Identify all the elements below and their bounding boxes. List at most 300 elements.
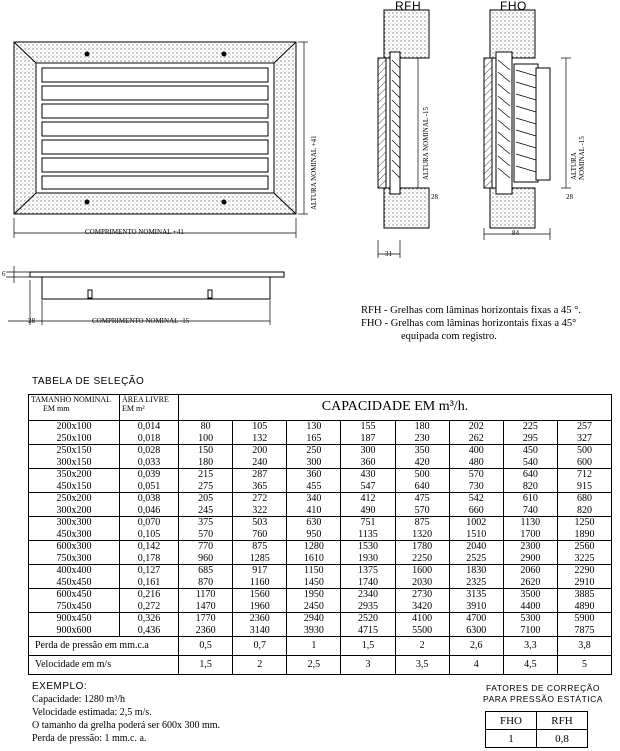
- capacity-value: 1285: [249, 552, 270, 564]
- velocidade-value: 2: [233, 656, 287, 675]
- capacity-value: 1150: [303, 565, 324, 576]
- exemplo-title: EXEMPLO:: [32, 681, 88, 692]
- capacity-cell: [395, 589, 449, 613]
- capacity-value: 4890: [574, 600, 595, 612]
- area-cell: [120, 421, 179, 445]
- table-cell: 450x300: [56, 528, 92, 540]
- capacity-value: 225: [522, 421, 538, 432]
- table-cell: 900x600: [56, 624, 92, 636]
- area-cell: [120, 565, 179, 589]
- capacity-value: 360: [306, 469, 322, 480]
- velocidade-value: 4: [449, 656, 503, 675]
- capacity-cell: [395, 517, 449, 541]
- table-cell: 0,127: [137, 565, 161, 576]
- area-cell: [120, 589, 179, 613]
- table-cell: 0,038: [137, 493, 161, 504]
- table-cell: 0,014: [137, 421, 161, 432]
- capacity-value: 685: [198, 565, 214, 576]
- capacity-value: 1700: [520, 528, 541, 540]
- capacity-value: 2560: [574, 541, 595, 552]
- capacity-cell: [449, 589, 503, 613]
- capacity-value: 610: [522, 493, 538, 504]
- table-row: [29, 589, 612, 613]
- capacity-value: 3420: [412, 600, 433, 612]
- selection-table: [28, 394, 612, 675]
- capacity-value: 2935: [357, 600, 378, 612]
- size-cell: [29, 589, 120, 613]
- capacity-value: 165: [306, 432, 322, 444]
- capacity-value: 950: [306, 528, 322, 540]
- velocidade-value: 3,5: [395, 656, 449, 675]
- table-cell: 400x400: [56, 565, 92, 576]
- fatores-col-fho: FHO: [486, 712, 537, 730]
- capacity-value: 2730: [412, 589, 433, 600]
- capacity-value: 1170: [195, 589, 216, 600]
- capacity-cell: [179, 421, 233, 445]
- capacity-cell: [503, 541, 557, 565]
- capacity-value: 455: [306, 480, 322, 492]
- area-cell: [120, 469, 179, 493]
- capacity-value: 187: [360, 432, 376, 444]
- capacity-value: 3135: [466, 589, 487, 600]
- velocidade-value: 5: [557, 656, 611, 675]
- capacity-value: 875: [414, 517, 430, 528]
- capacity-cell: [449, 421, 503, 445]
- table-cell: 350x200: [56, 469, 92, 480]
- dim-28-rfh: 28: [431, 193, 438, 201]
- capacity-value: 430: [360, 469, 376, 480]
- capacity-value: 1320: [412, 528, 433, 540]
- capacity-value: 4100: [412, 613, 433, 624]
- capacity-value: 240: [252, 456, 268, 468]
- capacity-value: 640: [414, 480, 430, 492]
- capacity-cell: [503, 613, 557, 637]
- table-cell: 450x450: [56, 576, 92, 588]
- table-cell: 0,178: [137, 552, 161, 564]
- exemplo-line: Perda de pressão: 1 mm.c. a.: [32, 733, 147, 744]
- table-cell: 0,161: [137, 576, 161, 588]
- capacity-cell: [557, 421, 611, 445]
- capacity-value: 300: [306, 456, 322, 468]
- capacity-value: 180: [414, 421, 430, 432]
- capacity-value: 2060: [520, 565, 541, 576]
- capacity-cell: [557, 541, 611, 565]
- perda-value: 1,5: [341, 637, 395, 656]
- fatores-title: [478, 683, 608, 705]
- table-cell: 250x200: [56, 493, 92, 504]
- table-row: [29, 469, 612, 493]
- capacity-value: 3910: [466, 600, 487, 612]
- table-title: TABELA DE SELEÇÃO: [32, 376, 145, 387]
- capacity-value: 272: [252, 493, 268, 504]
- table-row: [29, 421, 612, 445]
- area-cell: [120, 493, 179, 517]
- capacity-cell: [395, 565, 449, 589]
- capacity-cell: [179, 445, 233, 469]
- size-cell: [29, 613, 120, 637]
- capacity-cell: [233, 421, 287, 445]
- capacity-cell: [341, 493, 395, 517]
- capacity-cell: [287, 421, 341, 445]
- table-row: [29, 565, 612, 589]
- exemplo-line: O tamanho da grelha poderá ser 600x 300 mm.: [32, 720, 221, 731]
- capacity-cell: [557, 469, 611, 493]
- capacity-value: 542: [468, 493, 484, 504]
- table-cell: 0,142: [137, 541, 161, 552]
- dim-31: 31: [385, 250, 392, 258]
- capacity-cell: [179, 565, 233, 589]
- capacity-cell: [449, 613, 503, 637]
- capacity-value: 6300: [466, 624, 487, 636]
- table-cell: 300x200: [56, 504, 92, 516]
- area-cell: [120, 613, 179, 637]
- perda-value: 2,6: [449, 637, 503, 656]
- capacity-value: 1610: [303, 552, 324, 564]
- capacity-cell: [233, 445, 287, 469]
- table-row: [29, 493, 612, 517]
- capacity-value: 4400: [520, 600, 541, 612]
- capacity-cell: [233, 493, 287, 517]
- fatores-title-2: PARA PRESSÃO ESTÁTICA: [483, 694, 603, 704]
- table-row: [29, 613, 612, 637]
- capacity-value: 2520: [357, 613, 378, 624]
- table-cell: 250x150: [56, 445, 92, 456]
- capacity-value: 450: [522, 445, 538, 456]
- table-row: [29, 445, 612, 469]
- table-cell: 0,046: [137, 504, 161, 516]
- table-body: [29, 421, 612, 637]
- dim-altura-fho: ALTURA NOMINAL -15: [570, 136, 586, 180]
- fatores-title-1: FATORES DE CORREÇÃO: [485, 683, 601, 693]
- capacity-cell: [233, 469, 287, 493]
- dim-28-bottom: 28: [28, 317, 35, 325]
- capacity-value: 105: [252, 421, 268, 432]
- table-cell: 0,039: [137, 469, 161, 480]
- size-cell: [29, 421, 120, 445]
- capacity-value: 600: [576, 456, 592, 468]
- capacity-value: 1780: [412, 541, 433, 552]
- capacity-cell: [503, 421, 557, 445]
- table-cell: 450x150: [56, 480, 92, 492]
- capacity-value: 1890: [574, 528, 595, 540]
- velocidade-row: [29, 656, 612, 675]
- capacity-cell: [341, 613, 395, 637]
- perda-label: Perda de pressão em mm.c.a: [29, 637, 179, 656]
- velocidade-value: 1,5: [179, 656, 233, 675]
- capacity-cell: [449, 565, 503, 589]
- capacity-cell: [341, 517, 395, 541]
- capacity-value: 640: [522, 469, 538, 480]
- table-cell: 0,018: [137, 432, 161, 444]
- col-area-unit: EM m²: [122, 404, 145, 413]
- capacity-cell: [341, 565, 395, 589]
- capacity-value: 2940: [303, 613, 324, 624]
- capacity-value: 570: [468, 469, 484, 480]
- capacity-value: 751: [360, 517, 376, 528]
- capacity-value: 1830: [466, 565, 487, 576]
- capacity-value: 875: [252, 541, 268, 552]
- capacity-value: 155: [360, 421, 376, 432]
- velocidade-value: 3: [341, 656, 395, 675]
- capacity-value: 245: [198, 504, 214, 516]
- capacity-cell: [287, 517, 341, 541]
- grille-front-view: [14, 42, 308, 238]
- capacity-cell: [557, 445, 611, 469]
- capacity-value: 132: [252, 432, 268, 444]
- capacity-value: 400: [468, 445, 484, 456]
- capacity-value: 475: [414, 493, 430, 504]
- capacity-cell: [395, 445, 449, 469]
- capacity-cell: [287, 445, 341, 469]
- capacity-cell: [557, 589, 611, 613]
- capacity-value: 1160: [249, 576, 270, 588]
- capacity-cell: [449, 469, 503, 493]
- capacity-value: 1560: [249, 589, 270, 600]
- capacidade-header: CAPACIDADE EM m³/h.: [179, 395, 612, 421]
- exemplo-line: Capacidade: 1280 m³/h: [32, 694, 125, 705]
- capacity-value: 820: [576, 504, 592, 516]
- capacity-value: 1280: [303, 541, 324, 552]
- area-cell: [120, 541, 179, 565]
- capacity-value: 917: [252, 565, 268, 576]
- capacity-cell: [341, 541, 395, 565]
- capacity-value: 7875: [574, 624, 595, 636]
- table-cell: 0,272: [137, 600, 161, 612]
- table-cell: 300x150: [56, 456, 92, 468]
- capacity-cell: [503, 589, 557, 613]
- capacity-value: 5500: [412, 624, 433, 636]
- capacity-value: 360: [360, 456, 376, 468]
- capacity-value: 420: [414, 456, 430, 468]
- capacity-value: 2900: [520, 552, 541, 564]
- capacity-value: 740: [522, 504, 538, 516]
- capacity-value: 770: [198, 541, 214, 552]
- capacity-cell: [557, 565, 611, 589]
- capacity-value: 205: [198, 493, 214, 504]
- table-cell: 0,070: [137, 517, 161, 528]
- capacity-value: 250: [306, 445, 322, 456]
- fatores-val-fho: 1: [486, 730, 537, 748]
- area-cell: [120, 517, 179, 541]
- dim-comprimento-top: COMPRIMENTO NOMINAL +41: [85, 228, 184, 236]
- capacity-cell: [503, 445, 557, 469]
- capacity-cell: [179, 589, 233, 613]
- capacity-value: 2040: [466, 541, 487, 552]
- capacity-value: 2910: [574, 576, 595, 588]
- table-cell: 0,216: [137, 589, 161, 600]
- capacity-value: 230: [414, 432, 430, 444]
- capacity-cell: [503, 517, 557, 541]
- capacity-value: 1960: [249, 600, 270, 612]
- capacity-cell: [233, 589, 287, 613]
- capacity-value: 540: [522, 456, 538, 468]
- perda-value: 3,3: [503, 637, 557, 656]
- capacity-cell: [449, 517, 503, 541]
- table-cell: 750x300: [56, 552, 92, 564]
- capacity-value: 7100: [520, 624, 541, 636]
- table-row: [29, 517, 612, 541]
- area-cell: [120, 445, 179, 469]
- capacity-value: 680: [576, 493, 592, 504]
- table-row: [29, 541, 612, 565]
- capacity-value: 1950: [303, 589, 324, 600]
- capacity-value: 2525: [466, 552, 487, 564]
- capacity-value: 130: [306, 421, 322, 432]
- legend-fho: FHO - Grelhas com lâminas horizontais fixas a 45°: [361, 318, 577, 329]
- capacity-cell: [233, 565, 287, 589]
- capacity-cell: [395, 541, 449, 565]
- capacity-value: 1450: [303, 576, 324, 588]
- size-cell: [29, 517, 120, 541]
- capacity-cell: [449, 445, 503, 469]
- table-cell: 300x300: [56, 517, 92, 528]
- capacity-cell: [449, 541, 503, 565]
- capacity-cell: [179, 613, 233, 637]
- capacity-value: 5300: [520, 613, 541, 624]
- capacity-cell: [287, 493, 341, 517]
- legend-rfh: RFH - Grelhas com lâminas horizontais fixas a 45 °.: [361, 305, 581, 316]
- col-tamanho-header: [29, 395, 120, 421]
- size-cell: [29, 445, 120, 469]
- legend: [361, 304, 619, 343]
- capacity-cell: [557, 517, 611, 541]
- capacity-value: 2030: [412, 576, 433, 588]
- capacity-value: 375: [198, 517, 214, 528]
- table-cell: 600x300: [56, 541, 92, 552]
- capacity-value: 730: [468, 480, 484, 492]
- capacity-value: 275: [198, 480, 214, 492]
- dim-6: 6: [2, 270, 6, 278]
- capacity-value: 3225: [574, 552, 595, 564]
- capacity-value: 630: [306, 517, 322, 528]
- table-cell: 0,051: [137, 480, 161, 492]
- capacity-value: 760: [252, 528, 268, 540]
- fatores-table: [485, 711, 588, 748]
- capacity-value: 500: [576, 445, 592, 456]
- capacity-cell: [341, 589, 395, 613]
- capacity-cell: [503, 469, 557, 493]
- table-cell: 600x450: [56, 589, 92, 600]
- capacity-value: 1375: [357, 565, 378, 576]
- table-cell: 900x450: [56, 613, 92, 624]
- capacity-cell: [395, 421, 449, 445]
- capacity-cell: [557, 493, 611, 517]
- capacity-cell: [395, 469, 449, 493]
- capacity-value: 490: [360, 504, 376, 516]
- capacity-cell: [449, 493, 503, 517]
- table-cell: 0,105: [137, 528, 161, 540]
- capacity-cell: [341, 469, 395, 493]
- table-header-row: [29, 395, 612, 421]
- table-cell: 250x100: [56, 432, 92, 444]
- capacity-value: 1510: [466, 528, 487, 540]
- capacity-value: 1250: [574, 517, 595, 528]
- size-cell: [29, 493, 120, 517]
- capacity-value: 327: [576, 432, 592, 444]
- capacity-value: 503: [252, 517, 268, 528]
- capacity-value: 180: [198, 456, 214, 468]
- perda-value: 1: [287, 637, 341, 656]
- capacity-value: 712: [576, 469, 592, 480]
- capacity-value: 365: [252, 480, 268, 492]
- capacity-value: 2340: [357, 589, 378, 600]
- capacity-value: 915: [576, 480, 592, 492]
- capacity-cell: [503, 565, 557, 589]
- capacity-value: 3140: [249, 624, 270, 636]
- capacity-value: 1135: [358, 528, 378, 540]
- dim-84: 84: [512, 229, 519, 237]
- capacity-value: 2360: [249, 613, 270, 624]
- capacity-value: 1770: [195, 613, 216, 624]
- capacity-value: 1930: [357, 552, 378, 564]
- capacity-value: 80: [200, 421, 211, 432]
- capacity-cell: [233, 517, 287, 541]
- capacity-value: 1740: [357, 576, 378, 588]
- capacity-value: 870: [198, 576, 214, 588]
- fatores-col-rfh: RFH: [537, 712, 588, 730]
- capacity-value: 1002: [466, 517, 487, 528]
- fho-label: FHO: [500, 0, 527, 13]
- col-tamanho-unit: EM mm: [43, 404, 70, 413]
- capacity-value: 410: [306, 504, 322, 516]
- capacity-value: 3885: [574, 589, 595, 600]
- rfh-label: RFH: [395, 0, 422, 13]
- capacity-value: 1130: [520, 517, 541, 528]
- perda-value: 2: [395, 637, 449, 656]
- capacity-value: 2620: [520, 576, 541, 588]
- capacity-value: 4700: [466, 613, 487, 624]
- capacity-value: 262: [468, 432, 484, 444]
- capacity-value: 100: [198, 432, 214, 444]
- capacity-value: 150: [198, 445, 214, 456]
- capacity-value: 570: [198, 528, 214, 540]
- table-cell: 0,326: [137, 613, 161, 624]
- fho-section-view: [484, 10, 571, 240]
- capacity-value: 200: [252, 445, 268, 456]
- capacity-cell: [233, 613, 287, 637]
- capacity-value: 480: [468, 456, 484, 468]
- size-cell: [29, 565, 120, 589]
- capacity-value: 547: [360, 480, 376, 492]
- capacity-cell: [179, 541, 233, 565]
- col-tamanho-title: TAMANHO NOMINAL: [31, 395, 112, 404]
- capacity-value: 2450: [303, 600, 324, 612]
- capacity-cell: [233, 541, 287, 565]
- capacity-value: 1600: [412, 565, 433, 576]
- table-cell: 0,028: [137, 445, 161, 456]
- capacity-cell: [179, 517, 233, 541]
- capacity-value: 500: [414, 469, 430, 480]
- dim-altura-rfh: ALTURA NOMINAL -15: [422, 107, 430, 180]
- perda-value: 0,5: [179, 637, 233, 656]
- capacity-cell: [179, 469, 233, 493]
- col-area-title: ÁREA LIVRE: [122, 395, 169, 404]
- velocidade-value: 4,5: [503, 656, 557, 675]
- capacity-value: 257: [576, 421, 592, 432]
- capacity-value: 3500: [520, 589, 541, 600]
- capacity-cell: [395, 493, 449, 517]
- table-cell: 0,436: [137, 624, 161, 636]
- perda-value: 0,7: [233, 637, 287, 656]
- capacity-value: 4715: [357, 624, 378, 636]
- capacity-cell: [287, 541, 341, 565]
- capacity-value: 322: [252, 504, 268, 516]
- velocidade-label: Velocidade em m/s: [29, 656, 179, 675]
- capacity-value: 2290: [574, 565, 595, 576]
- capacity-cell: [287, 469, 341, 493]
- capacity-value: 202: [468, 421, 484, 432]
- capacity-value: 295: [522, 432, 538, 444]
